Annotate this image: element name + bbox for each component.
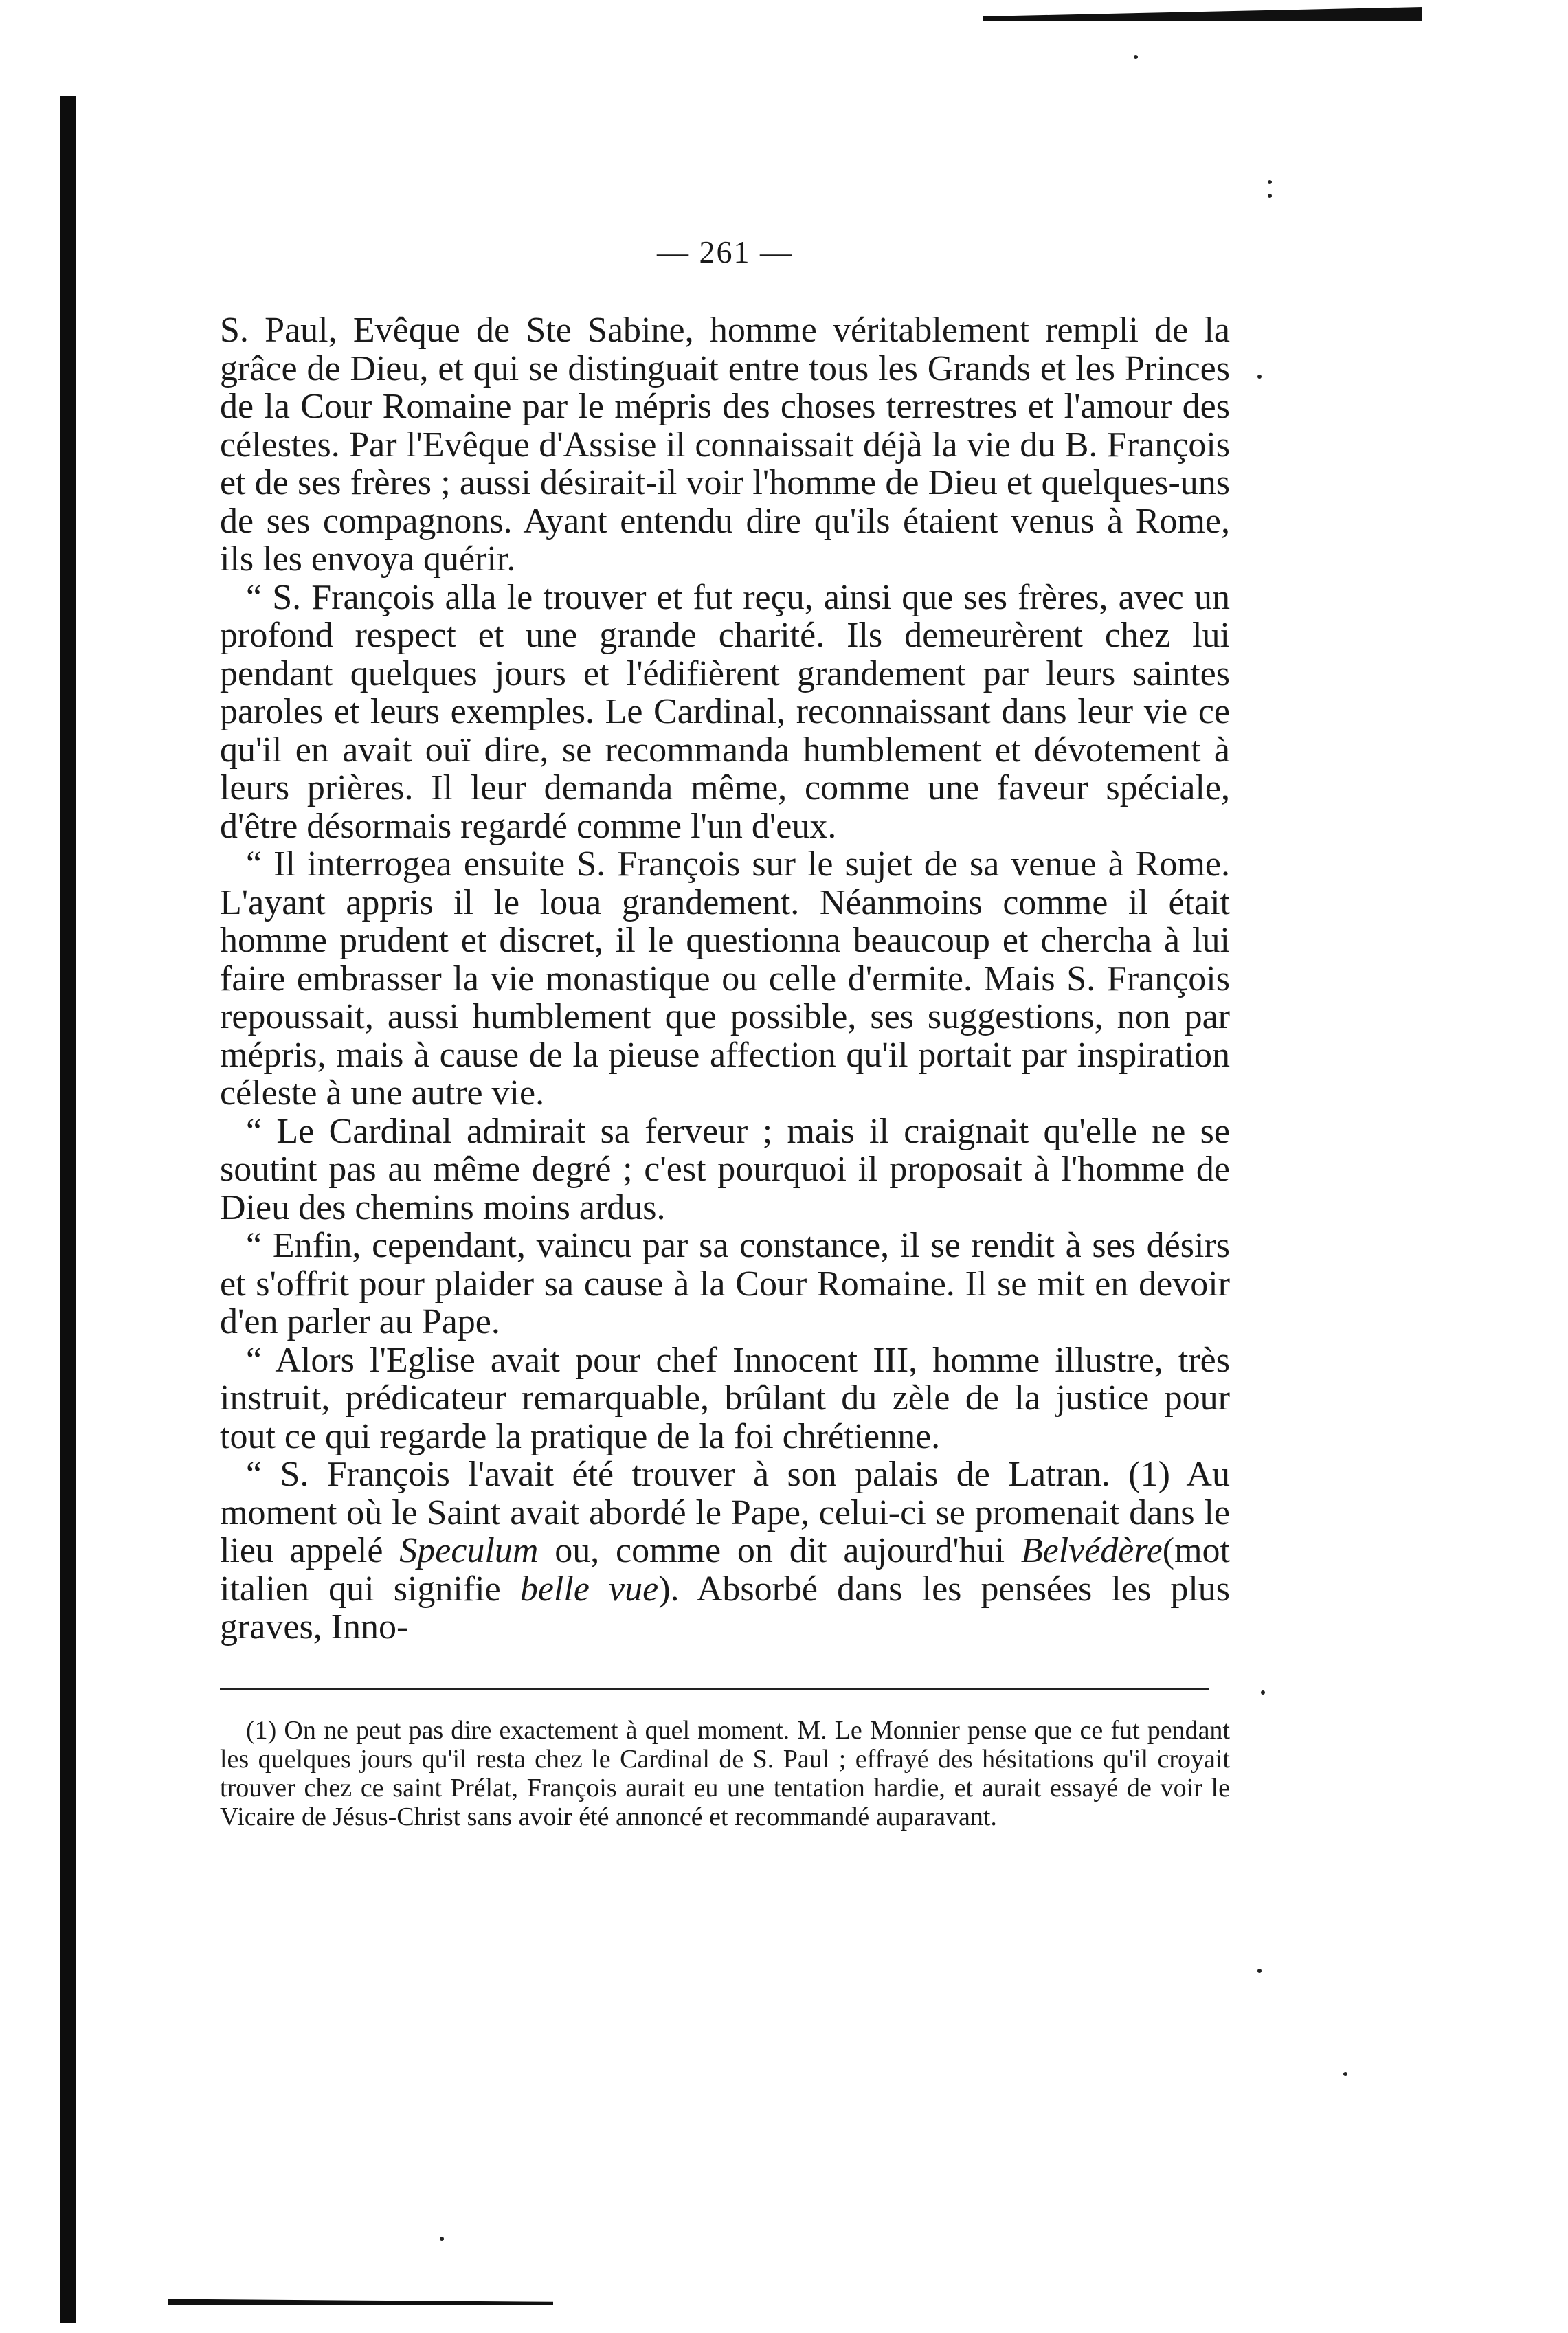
scan-speck — [1268, 194, 1272, 198]
italic-term: Belvédère — [1020, 1531, 1163, 1570]
text-run: “ S. François l'avait été trouver à son palais de Latran. (1) Au moment où le Saint avait abordé le Pape, celui-ci se promenait dans le lieu appelé — [220, 1455, 1230, 1570]
text-run: (mot italien qui signifie — [220, 1531, 1230, 1609]
body-text — [220, 311, 1230, 1647]
scan-speck — [1134, 55, 1138, 59]
italic-term: Speculum — [399, 1531, 539, 1570]
paragraph: “ Le Cardinal admirait sa ferveur ; mais il craignait qu'elle ne se soutint pas au même degré ; c'est pourquoi il proposait à l'homme de Dieu des chemins moins ardus. — [220, 1111, 1230, 1227]
page-number: — 261 — — [657, 234, 793, 269]
footnote-text: (1) On ne peut pas dire exactement à quel moment. M. Le Monnier pense que ce fut pendant les quelques jours qu'il resta chez le Cardinal de S. Paul ; effrayé des hésitations qu'il croyait trouver chez ce saint Prélat, François aurait eu une tentation hardie, et aurait essayé de voir le Vicaire de Jésus-Christ sans avoir été annoncé et recommandé auparavant. — [220, 1715, 1230, 1831]
scan-speck — [1257, 375, 1262, 379]
text-run: ou, comme on dit aujourd'hui — [538, 1531, 1021, 1570]
scan-edge-left — [60, 96, 76, 2323]
scan-speck — [1261, 1690, 1265, 1695]
scan-speck — [1257, 1969, 1262, 1973]
scan-speck — [1343, 2072, 1347, 2076]
scan-edge-bottom — [168, 2295, 553, 2305]
paragraph: “ Il interrogea ensuite S. François sur le sujet de sa venue à Rome. L'ayant appris il le loua grandement. Néanmoins comme il était homme prudent et discret, il le questionna beaucoup et chercha à lui faire embrasser la vie monastique ou celle d'ermite. Mais S. François repoussait, aussi humblement que possible, ses suggestions, non par mépris, mais à cause de la pieuse affection qu'il portait par inspiration céleste à une autre vie. — [220, 845, 1230, 1113]
paragraph-last — [220, 1455, 1230, 1647]
paragraph: S. Paul, Evêque de Ste Sabine, homme véritablement rempli de la grâce de Dieu, et qui se distinguait entre tous les Grands et les Princes de la Cour Romaine par le mépris des choses terrestres et l'amour des célestes. Par l'Evêque d'Assise il connaissait déjà la vie du B. François et de ses frères ; aussi désirait-il voir l'homme de Dieu et quelques-uns de ses compagnons. Ayant entendu dire qu'ils étaient venus à Rome, ils les envoya quérir. — [220, 311, 1230, 579]
paragraph: “ Enfin, cependant, vaincu par sa constance, il se rendit à ses désirs et s'offrit pour plaider sa cause à la Cour Romaine. Il se mit en devoir d'en parler au Pape. — [220, 1226, 1230, 1341]
scan-edge-top — [983, 7, 1422, 21]
paragraph: “ S. François alla le trouver et fut reçu, ainsi que ses frères, avec un profond respect et une grande charité. Ils demeurèrent chez lui pendant quelques jours et l'édifièrent grandement par leurs saintes paroles et leurs exemples. Le Cardinal, reconnaissant dans leur vie ce qu'il en avait ouï dire, se recommanda humblement et dévotement à leurs prières. Il leur demanda même, comme une faveur spéciale, d'être désormais regardé comme l'un d'eux. — [220, 577, 1230, 846]
scan-speck — [440, 2237, 444, 2241]
text-run: ). Absorbé dans les pensées les plus graves, Inno- — [220, 1569, 1231, 1647]
footnote — [220, 1716, 1230, 1831]
scan-speck — [1268, 180, 1272, 184]
italic-term: belle vue — [519, 1569, 659, 1609]
book-page — [220, 234, 1230, 1831]
paragraph: “ Alors l'Eglise avait pour chef Innocent III, homme illustre, très instruit, prédicateur remarquable, brûlant du zèle de la justice pour tout ce qui regarde la pratique de la foi chrétienne. — [220, 1340, 1230, 1456]
footnote-divider — [220, 1688, 1209, 1690]
